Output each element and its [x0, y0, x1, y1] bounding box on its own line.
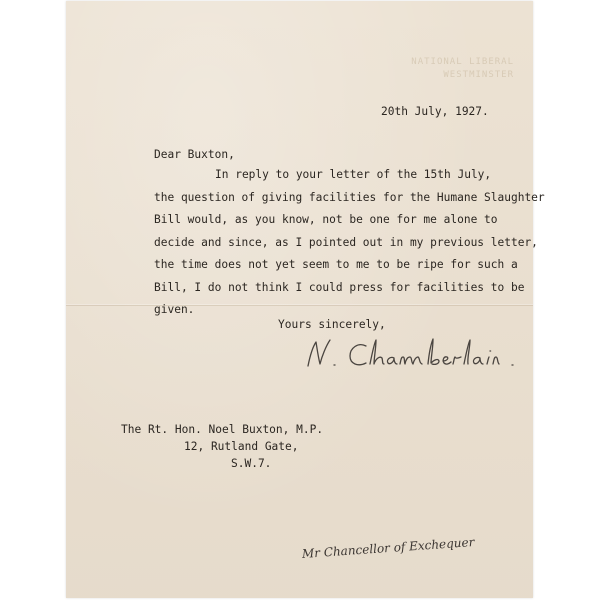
body-line-5: the time does not yet seem to me to be ripe for such a — [154, 258, 518, 271]
letterhead-line-2: WESTMINSTER — [443, 70, 514, 80]
closing: Yours sincerely, — [278, 318, 386, 331]
body-line-4: decide and since, as I pointed out in my previous letter, — [154, 236, 538, 249]
paper-fold-line — [66, 305, 533, 306]
address-line-2: 12, Rutland Gate, — [184, 440, 299, 453]
address-line-1: The Rt. Hon. Noel Buxton, M.P. — [121, 423, 324, 436]
body-line-7: given. — [154, 303, 195, 316]
body-line-2: the question of giving facilities for the Humane Slaughter — [154, 191, 545, 204]
paper-fold-highlight — [66, 304, 533, 305]
letter-page — [66, 1, 545, 598]
body-line-6: Bill, I do not think I could press for facilities to be — [154, 281, 525, 294]
body-line-3: Bill would, as you know, not be one for me alone to — [154, 213, 498, 226]
body-line-1: In reply to your letter of the 15th July, — [215, 168, 492, 181]
letterhead-line-1: NATIONAL LIBERAL — [411, 57, 514, 67]
letter-date: 20th July, 1927. — [381, 105, 489, 118]
salutation: Dear Buxton, — [154, 148, 235, 161]
address-line-3: S.W.7. — [231, 457, 272, 470]
handwritten-annotation: Mr Chancellor of Exchequer — [301, 534, 475, 561]
handwritten-signature — [300, 334, 530, 378]
